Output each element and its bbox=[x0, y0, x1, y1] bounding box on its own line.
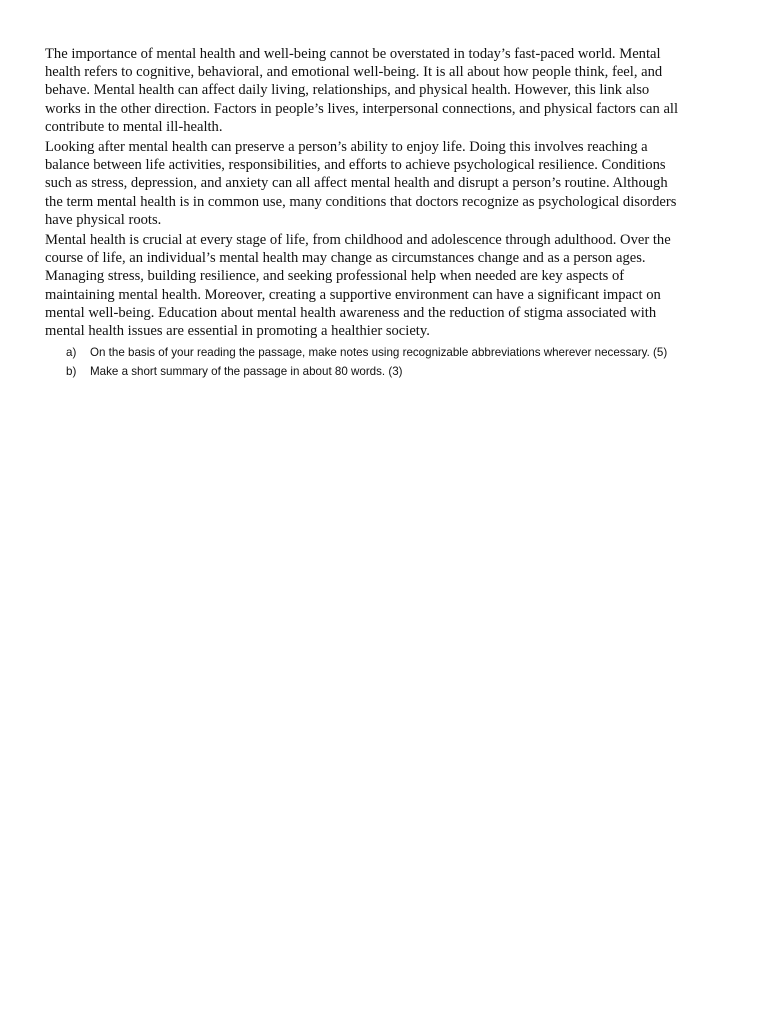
question-text-b: Make a short summary of the passage in about 80 words. (3) bbox=[90, 365, 403, 379]
question-b bbox=[45, 363, 685, 381]
question-a bbox=[45, 344, 685, 362]
passage-paragraph-2: Looking after mental health can preserve a person’s ability to enjoy life. Doing this involves reaching a balance between life activities, responsibilities, and efforts to achieve psychological resilience. Conditions such as stress, depression, and anxiety can all affect mental health and disrupt a person’s routine. Although the term mental health is in common use, many conditions that doctors recognize as psychological disorders have physical roots. bbox=[45, 139, 677, 228]
question-marker-a: a) bbox=[66, 346, 77, 360]
question-marker-b: b) bbox=[66, 365, 77, 379]
question-list bbox=[45, 344, 685, 381]
passage-paragraph-3: Mental health is crucial at every stage of life, from childhood and adolescence through adulthood. Over the course of life, an individual’s mental health may change as circumstances change and as a person ages. Managing stress, building resilience, and seeking professional help when needed are key aspects of maintaining mental health. Moreover, creating a supportive environment can have a significant impact on mental well-being. Education about mental health awareness and the reduction of stigma associated with mental health issues are essential in promoting a healthier society. bbox=[45, 232, 671, 340]
reading-passage bbox=[45, 45, 685, 340]
passage-paragraph-1: The importance of mental health and well-being cannot be overstated in today’s fast-paced world. Mental health refers to cognitive, behavioral, and emotional well-being. It is all about how people think, feel, and behave. Mental health can affect daily living, relationships, and physical health. However, this link also works in the other direction. Factors in people’s lives, interpersonal connections, and physical factors can all contribute to mental ill-health. bbox=[45, 46, 679, 135]
question-text-a: On the basis of your reading the passage, make notes using recognizable abbreviations wherever necessary. (5) bbox=[90, 346, 668, 360]
document-page bbox=[45, 45, 685, 382]
